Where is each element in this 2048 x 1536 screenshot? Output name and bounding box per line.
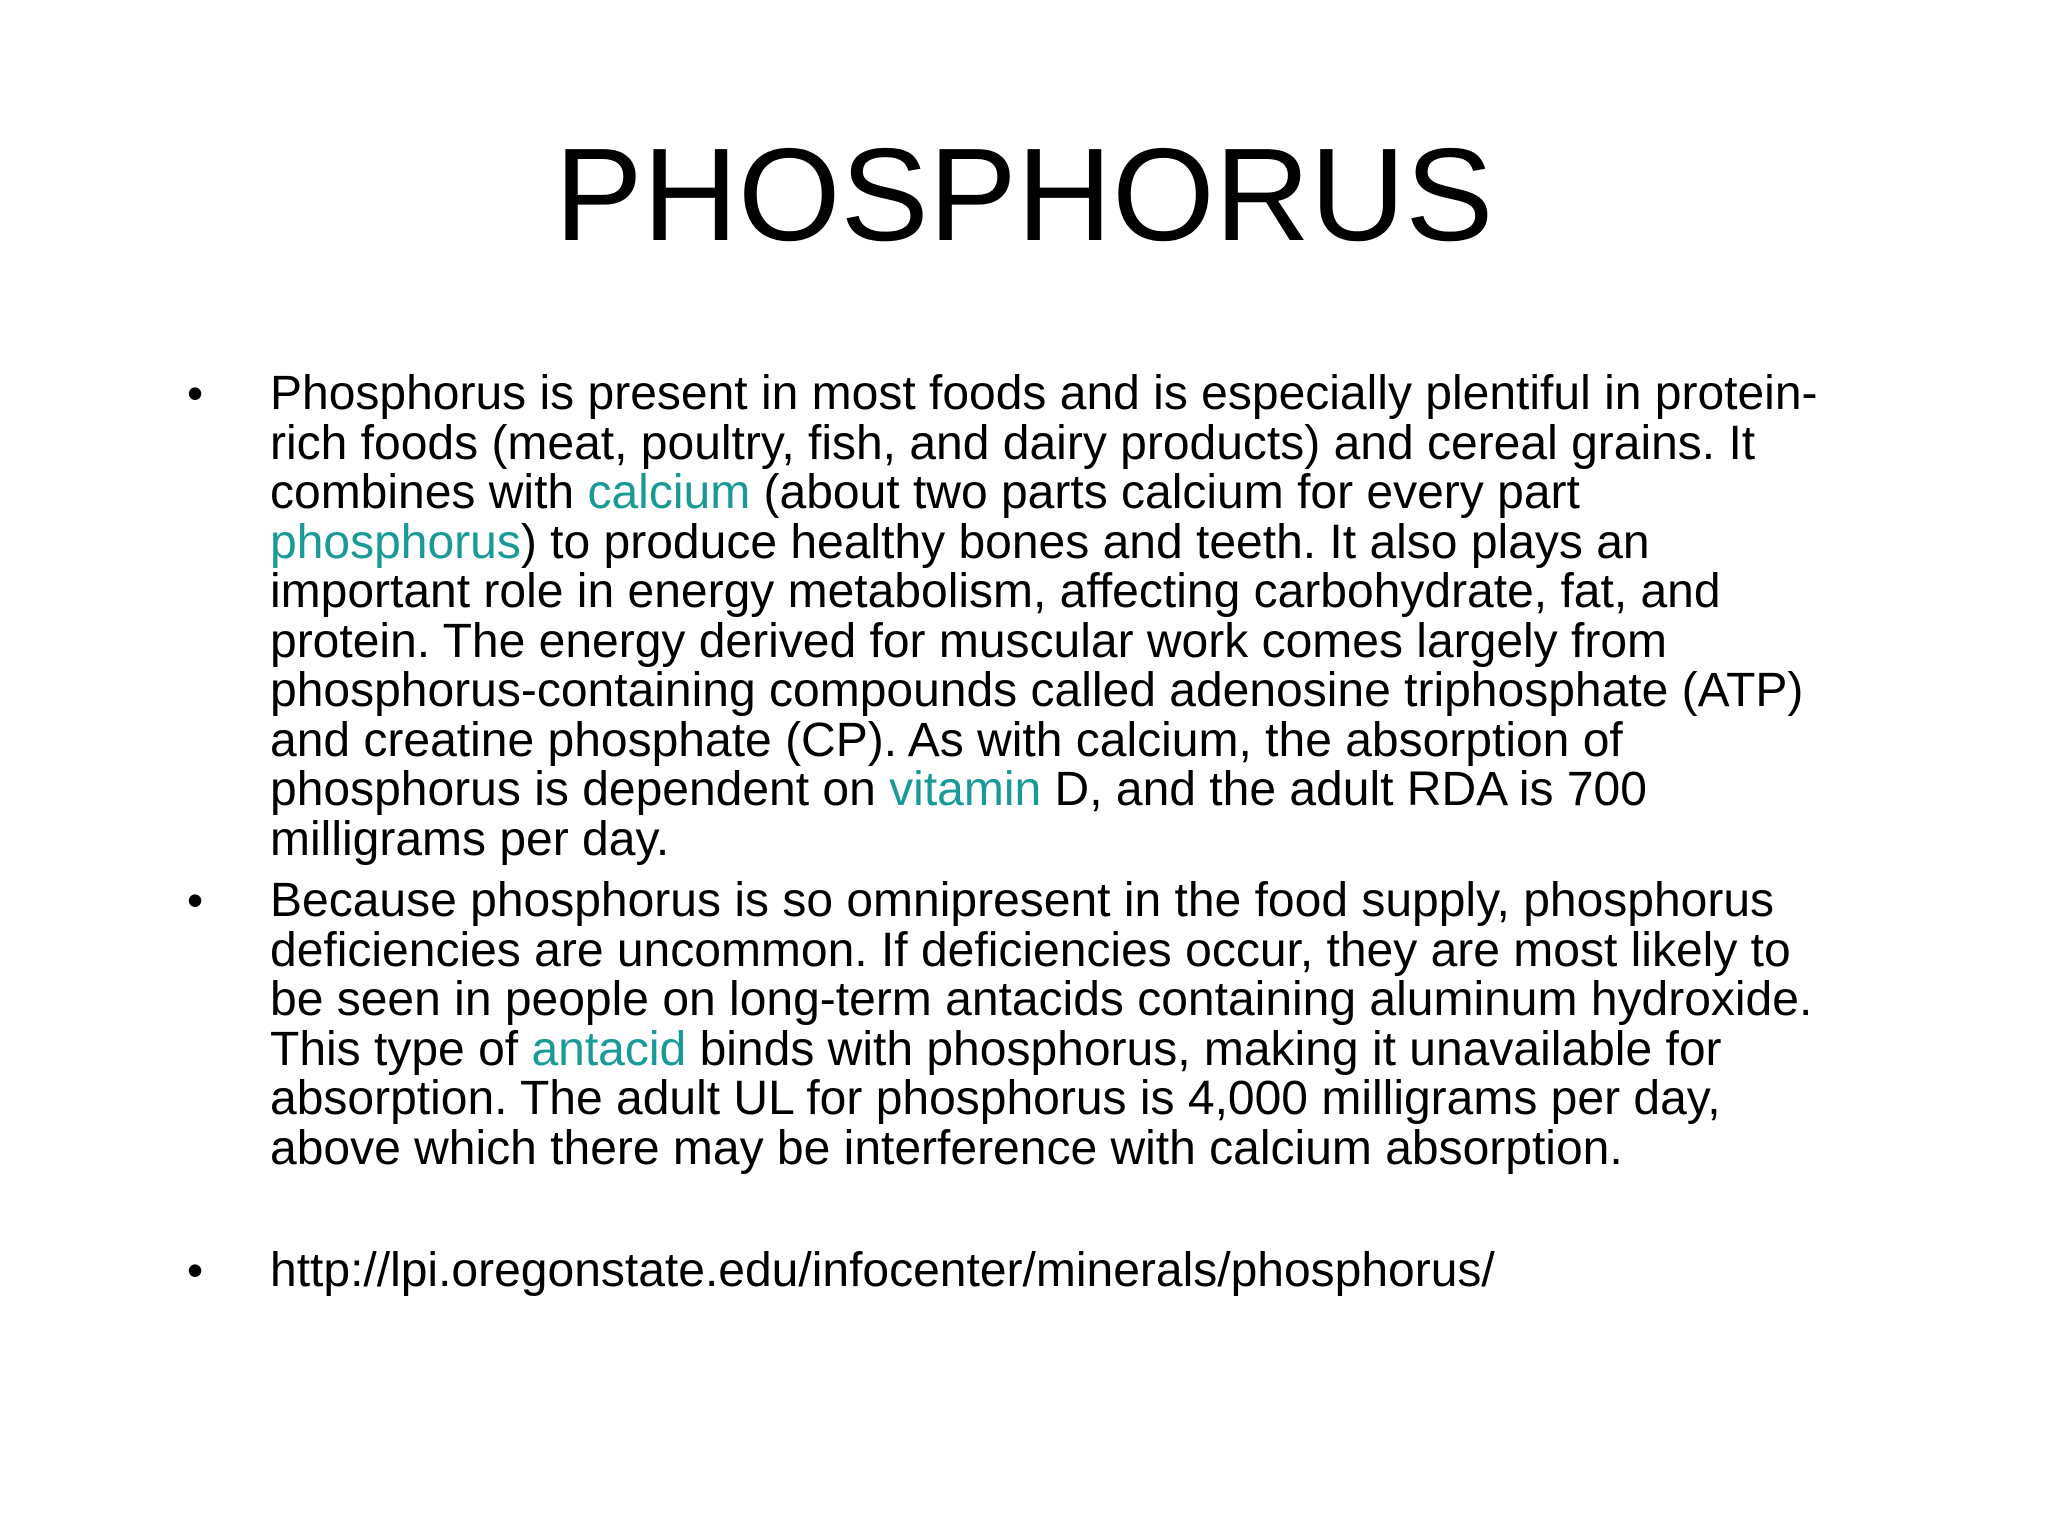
bullet-text (270, 1246, 1990, 1296)
calcium-link[interactable]: calcium (587, 466, 751, 519)
text-segment: binds with phosphorus, making it unavailable for (686, 1022, 1722, 1076)
text-line (270, 1022, 1990, 1076)
bullet-marker: • (187, 367, 204, 419)
text-segment: (about two parts calcium for every part (750, 466, 1580, 519)
text-segment: D, and the adult RDA is 700 (1041, 763, 1647, 816)
phosphorus-link[interactable]: phosphorus (270, 515, 521, 569)
text-line: rich foods (meat, poultry, fish, and dairy products) and cereal grains. It (270, 416, 1756, 470)
source-url: http://lpi.oregonstate.edu/infocenter/minerals/phosphorus/ (270, 1244, 1495, 1297)
bullet-text (270, 369, 1990, 864)
text-line: phosphorus-containing compounds called adenosine triphosphate (ATP) (270, 664, 1804, 717)
vitamin-link[interactable]: vitamin (889, 763, 1042, 816)
text-segment: phosphorus is dependent on (270, 763, 890, 816)
text-line: important role in energy metabolism, affecting carbohydrate, fat, and (270, 565, 1721, 618)
text-line: Because phosphorus is so omnipresent in the food supply, phosphorus (270, 874, 1775, 927)
text-line: Phosphorus is present in most foods and is especially plentiful in protein- (270, 367, 1818, 420)
text-line (270, 468, 1990, 518)
text-line (270, 515, 1990, 569)
text-line (270, 765, 1990, 815)
text-line: absorption. The adult UL for phosphorus is 4,000 milligrams per day, (270, 1072, 1721, 1125)
text-line: be seen in people on long-term antacids containing aluminum hydroxide. (270, 973, 1813, 1026)
bullet-marker: • (187, 1244, 204, 1296)
antacid-link[interactable]: antacid (531, 1022, 687, 1076)
text-line: and creatine phosphate (CP). As with calcium, the absorption of (270, 713, 1623, 767)
text-line: protein. The energy derived for muscular work comes largely from (270, 614, 1668, 668)
text-segment: This type of (270, 1022, 532, 1076)
text-line: deficiencies are uncommon. If deficiencies occur, they are most likely to (270, 923, 1791, 977)
text-line: milligrams per day. (270, 812, 670, 866)
slide-title: PHOSPHORUS (554, 121, 1494, 268)
bullet-text (270, 876, 1990, 1173)
text-line: above which there may be interference with calcium absorption. (270, 1121, 1623, 1175)
text-segment: combines with (270, 466, 588, 519)
bullet-marker: • (187, 874, 204, 926)
text-segment: ) to produce healthy bones and teeth. It also plays an (520, 515, 1650, 569)
